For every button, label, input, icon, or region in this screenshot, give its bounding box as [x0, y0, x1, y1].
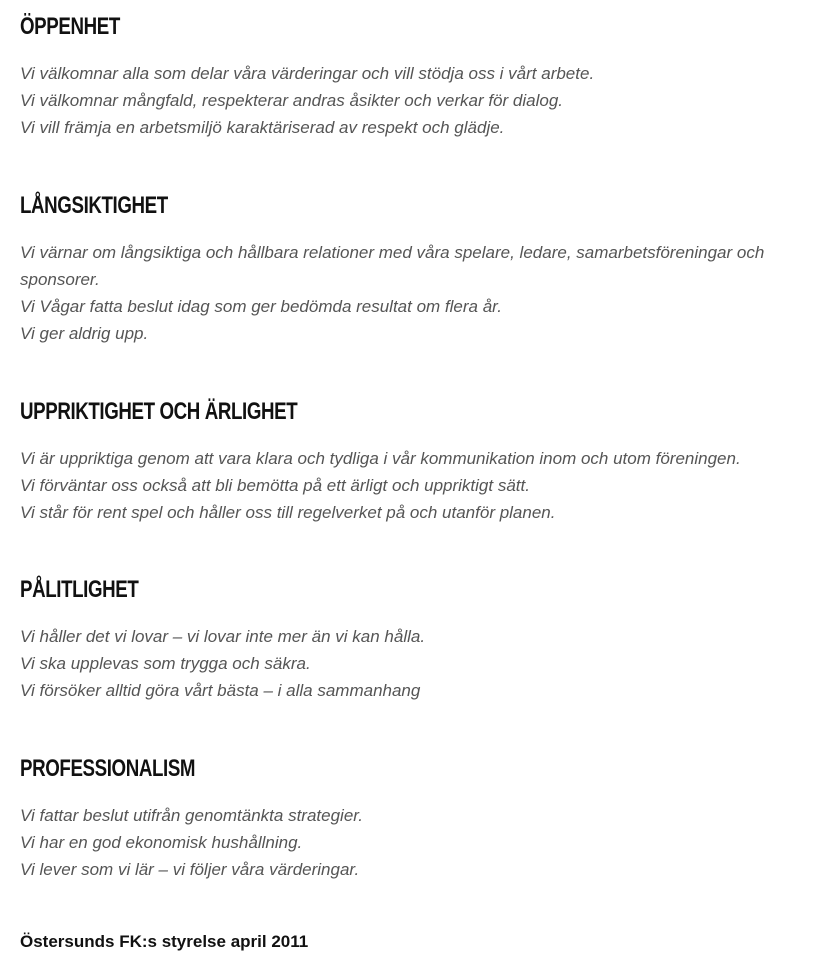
text-line: Vi vill främja en arbetsmiljö karaktäriserad av respekt och glädje.	[20, 118, 505, 137]
section-heading: LÅNGSIKTIGHET	[20, 192, 168, 219]
section-heading: UPPRIKTIGHET OCH ÄRLIGHET	[20, 398, 298, 425]
section-text	[20, 445, 810, 526]
section-text	[20, 60, 810, 141]
section-text	[20, 802, 810, 883]
section-uppriktighet	[20, 398, 810, 526]
section-professionalism	[20, 755, 810, 883]
section-heading: PROFESSIONALISM	[20, 755, 196, 782]
section-heading: ÖPPENHET	[20, 13, 120, 40]
section-oppenhet	[20, 13, 810, 141]
text-line: Vi försöker alltid göra vårt bästa – i alla sammanhang	[20, 681, 421, 700]
text-line: Vi står för rent spel och håller oss till regelverket på och utanför planen.	[20, 503, 556, 522]
signature: Östersunds FK:s styrelse april 2011	[20, 932, 309, 951]
section-text	[20, 623, 810, 704]
section-heading: PÅLITLIGHET	[20, 576, 139, 603]
text-line: Vi håller det vi lovar – vi lovar inte mer än vi kan hålla.	[20, 627, 426, 646]
text-line: Vi ger aldrig upp.	[20, 324, 149, 343]
text-line: Vi förväntar oss också att bli bemötta på ett ärligt och uppriktigt sätt.	[20, 476, 530, 495]
text-line: Vi har en god ekonomisk hushållning.	[20, 833, 303, 852]
text-line: Vi värnar om långsiktiga och hållbara relationer med våra spelare, ledare, samarbetsföreningar och sponsorer.	[20, 243, 765, 289]
section-text	[20, 239, 810, 347]
text-line: Vi välkomnar alla som delar våra värderingar och vill stödja oss i vårt arbete.	[20, 64, 595, 83]
text-line: Vi fattar beslut utifrån genomtänkta strategier.	[20, 806, 364, 825]
text-line: Vi Vågar fatta beslut idag som ger bedömda resultat om flera år.	[20, 297, 502, 316]
section-palitlighet	[20, 576, 810, 704]
text-line: Vi är uppriktiga genom att vara klara och tydliga i vår kommunikation inom och utom föreningen.	[20, 449, 741, 468]
section-langsiktighet	[20, 192, 810, 347]
text-line: Vi ska upplevas som trygga och säkra.	[20, 654, 311, 673]
text-line: Vi välkomnar mångfald, respekterar andras åsikter och verkar för dialog.	[20, 91, 563, 110]
text-line: Vi lever som vi lär – vi följer våra värderingar.	[20, 860, 360, 879]
